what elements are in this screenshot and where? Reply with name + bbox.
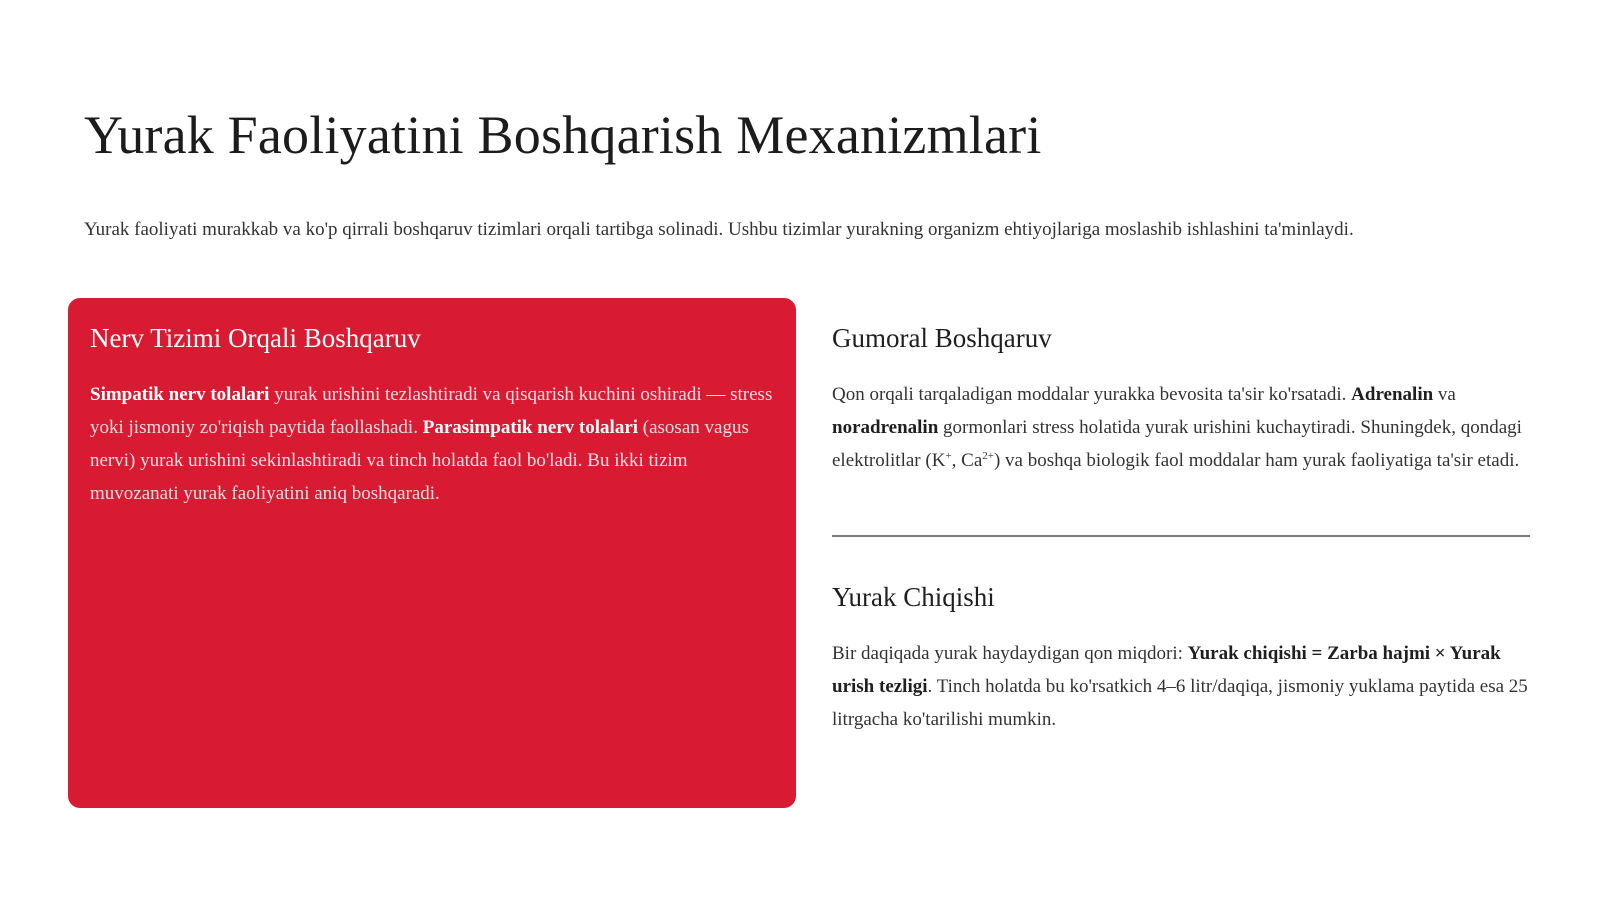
gumoral-text-4: ) va boshqa biologik faol moddalar ham yurak faoliyatiga ta'sir etadi. <box>993 450 1520 471</box>
page-title: Yurak Faoliyatini Boshqarish Mexanizmlari <box>84 105 1042 165</box>
gumoral-paragraph <box>832 378 1530 477</box>
gumoral-text-2: gormonlari stress holatida yurak urishini kuchaytiradi. Shuningdek, qondagi elektrolitlar (K <box>832 417 1522 471</box>
adrenalin-term: Adrenalin <box>1351 384 1434 405</box>
cardiac-output-formula: Yurak chiqishi = Zarba hajmi × Yurak urish tezligi <box>832 643 1501 697</box>
chiqish-section <box>832 577 1530 736</box>
calcium-charge: 2+ <box>982 450 994 462</box>
chiqish-text-2: . Tinch holatda bu ko'rsatkich 4–6 litr/daqiqa, jismoniy yuklama paytida esa 25 litrgacha ko'tarilishi mumkin. <box>832 676 1528 730</box>
gumoral-heading: Gumoral Boshqaruv <box>832 323 1052 353</box>
section-divider <box>832 535 1530 537</box>
nerv-paragraph <box>90 378 774 510</box>
gumoral-section <box>832 318 1530 477</box>
parasimpatik-term: Parasimpatik nerv tolalari <box>422 417 639 438</box>
intro-paragraph: Yurak faoliyati murakkab va ko'p qirrali boshqaruv tizimlari orqali tartibga solinadi. Ushbu tizimlar yurakning organizm ehtiyojlariga moslashib ishlashini ta'minlaydi. <box>84 219 1354 240</box>
gumoral-va: va <box>1433 384 1456 405</box>
noradrenalin-term: noradrenalin <box>832 417 939 438</box>
nerv-heading: Nerv Tizimi Orqali Boshqaruv <box>90 323 421 353</box>
parasimpatik-description: (asosan vagus nervi) yurak urishini sekinlashtiradi va tinch holatda faol bo'ladi. Bu ikki tizim muvozanati yurak faoliyatini aniq boshqaradi. <box>90 417 749 504</box>
gumoral-text-1: Qon orqali tarqaladigan moddalar yurakka bevosita ta'sir ko'rsatadi. <box>832 384 1352 405</box>
chiqish-paragraph <box>832 637 1530 736</box>
simpatik-description: yurak urishini tezlashtiradi va qisqarish kuchini oshiradi — stress yoki jismoniy zo'riqish paytida faollashadi. <box>90 384 773 438</box>
gumoral-text-3: , Ca <box>951 450 983 471</box>
nerv-card <box>68 298 796 808</box>
right-column <box>832 318 1530 736</box>
potassium-charge: + <box>945 450 952 462</box>
chiqish-text-1: Bir daqiqada yurak haydaydigan qon miqdori: <box>832 643 1188 664</box>
chiqish-heading: Yurak Chiqishi <box>832 582 995 612</box>
simpatik-term: Simpatik nerv tolalari <box>90 384 270 405</box>
